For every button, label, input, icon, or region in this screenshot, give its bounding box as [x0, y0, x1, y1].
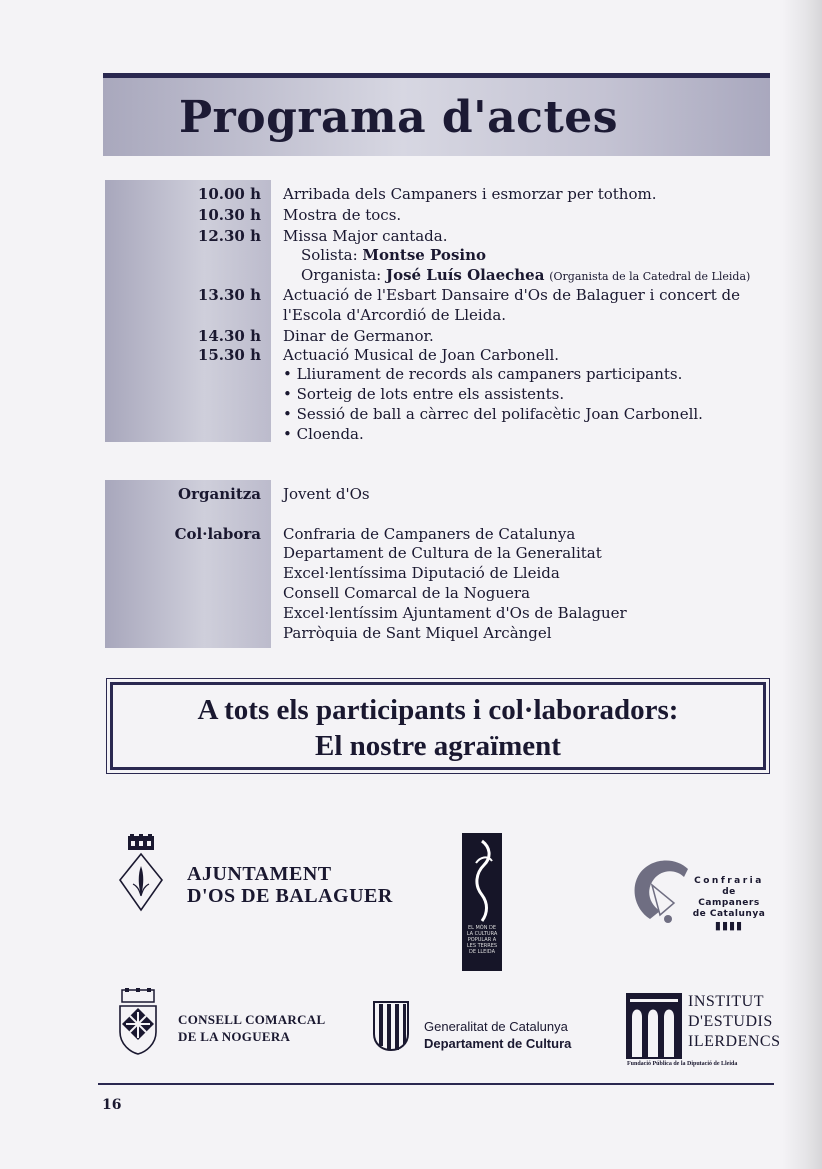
- soloist-line: [301, 245, 486, 265]
- schedule-row: [105, 345, 785, 365]
- schedule-bullet: • Sessió de ball a càrrec del polifacètic Joan Carbonell.: [283, 405, 703, 423]
- schedule-text: Mostra de tocs.: [283, 206, 402, 224]
- schedule-row: [105, 305, 785, 325]
- collabora-row: [105, 524, 785, 544]
- confraria-bars: ▮▮▮▮: [714, 919, 744, 932]
- organitza-row: [105, 484, 785, 504]
- confraria-line-3: de Catalunya: [692, 909, 766, 919]
- collabora-label: Col·labora: [174, 525, 261, 543]
- collabora-row: [105, 563, 785, 583]
- iei-line-1: INSTITUT: [688, 993, 764, 1010]
- iei-arches-icon: [626, 993, 682, 1059]
- collabora-row: [105, 623, 785, 643]
- organist-label: Organista:: [301, 266, 386, 284]
- confraria-line-1: Confraria: [694, 876, 764, 886]
- generalitat-icon: [372, 1000, 410, 1052]
- schedule-text: Arribada dels Campaners i esmorzar per tothom.: [283, 185, 657, 203]
- schedule-row: [105, 364, 785, 384]
- page-number: 16: [102, 1097, 122, 1113]
- schedule-row: [105, 326, 785, 346]
- bottom-divider: [98, 1083, 774, 1085]
- collabora-item: Parròquia de Sant Miquel Arcàngel: [283, 624, 552, 642]
- collabora-row: [105, 603, 785, 623]
- generalitat-line-2: Departament de Cultura: [424, 1036, 572, 1051]
- confraria-logo-text: [690, 876, 768, 931]
- confraria-line-2: de Campaners: [698, 887, 760, 908]
- schedule-time: 10.30 h: [197, 206, 261, 224]
- collabora-item: Departament de Cultura de la Generalitat: [283, 544, 602, 562]
- ajuntament-coat-of-arms-icon: [118, 834, 164, 914]
- schedule-row: [105, 285, 785, 305]
- ajuntament-logo-text: [187, 863, 393, 907]
- cultura-popular-logo: [462, 833, 502, 971]
- ajuntament-line-1: AJUNTAMENT: [187, 863, 332, 885]
- schedule-time: 12.30 h: [197, 227, 261, 245]
- schedule-text: Dinar de Germanor.: [283, 327, 434, 345]
- consell-line-1: CONSELL COMARCAL: [178, 1012, 326, 1027]
- title-banner: [103, 73, 770, 156]
- collabora-item: Confraria de Campaners de Catalunya: [283, 525, 576, 543]
- cultura-popular-text: EL MÓN DE LA CULTURA POPULAR A LES TERRES DE LLEIDA: [466, 925, 498, 955]
- soloist-name: Montse Posino: [362, 246, 486, 264]
- schedule-text: Actuació Musical de Joan Carbonell.: [283, 346, 560, 364]
- schedule-row: [105, 265, 785, 285]
- thanks-box: [110, 682, 766, 770]
- consell-line-2: DE LA NOGUERA: [178, 1029, 291, 1044]
- organist-line: [301, 265, 750, 287]
- schedule-row: [105, 404, 785, 424]
- iei-logo-text: [688, 992, 781, 1052]
- organist-note: (Organista de la Catedral de Lleida): [549, 270, 751, 283]
- ajuntament-line-2: D'OS DE BALAGUER: [187, 885, 393, 907]
- organitza-value: Jovent d'Os: [283, 485, 370, 503]
- schedule-row: [105, 184, 785, 204]
- iei-subtitle: Fundació Pública de la Diputació de Lleida: [627, 1061, 738, 1067]
- schedule-bullet: • Cloenda.: [283, 425, 364, 443]
- generalitat-logo-text: [424, 1018, 571, 1052]
- collabora-row: [105, 583, 785, 603]
- schedule-text: Actuació de l'Esbart Dansaire d'Os de Balaguer i concert de: [283, 286, 740, 304]
- organitza-label: Organitza: [178, 485, 261, 503]
- collabora-item: Consell Comarcal de la Noguera: [283, 584, 531, 602]
- schedule-row: [105, 245, 785, 265]
- schedule-row: [105, 226, 785, 246]
- organist-name: José Luís Olaechea: [385, 266, 545, 284]
- schedule-time: 15.30 h: [197, 346, 261, 364]
- schedule-row: [105, 424, 785, 444]
- page-title: Programa d'actes: [178, 91, 619, 143]
- schedule-row: [105, 384, 785, 404]
- page-shadow: [782, 0, 822, 1169]
- consell-coat-of-arms-icon: [116, 988, 160, 1056]
- schedule-bullet: • Sorteig de lots entre els assistents.: [283, 385, 565, 403]
- collabora-item: Excel·lentíssim Ajuntament d'Os de Balaguer: [283, 604, 627, 622]
- schedule-row: [105, 205, 785, 225]
- consell-logo-text: [178, 1011, 325, 1045]
- iei-line-3: ILERDENCS: [688, 1033, 781, 1050]
- generalitat-line-1: Generalitat de Catalunya: [424, 1019, 568, 1034]
- thanks-line-2: El nostre agraïment: [315, 730, 561, 762]
- thanks-line-1: A tots els participants i col·laboradors:: [197, 694, 679, 726]
- collabora-item: Excel·lentíssima Diputació de Lleida: [283, 564, 560, 582]
- soloist-label: Solista:: [301, 246, 363, 264]
- schedule-time: 10.00 h: [197, 185, 261, 203]
- schedule-bullet: • Lliurament de records als campaners participants.: [283, 365, 683, 383]
- schedule-time: 14.30 h: [197, 327, 261, 345]
- schedule-text: l'Escola d'Arcordió de Lleida.: [283, 306, 507, 324]
- schedule-text: Missa Major cantada.: [283, 227, 448, 245]
- collabora-row: [105, 543, 785, 563]
- schedule-time: 13.30 h: [197, 286, 261, 304]
- iei-line-2: D'ESTUDIS: [688, 1013, 773, 1030]
